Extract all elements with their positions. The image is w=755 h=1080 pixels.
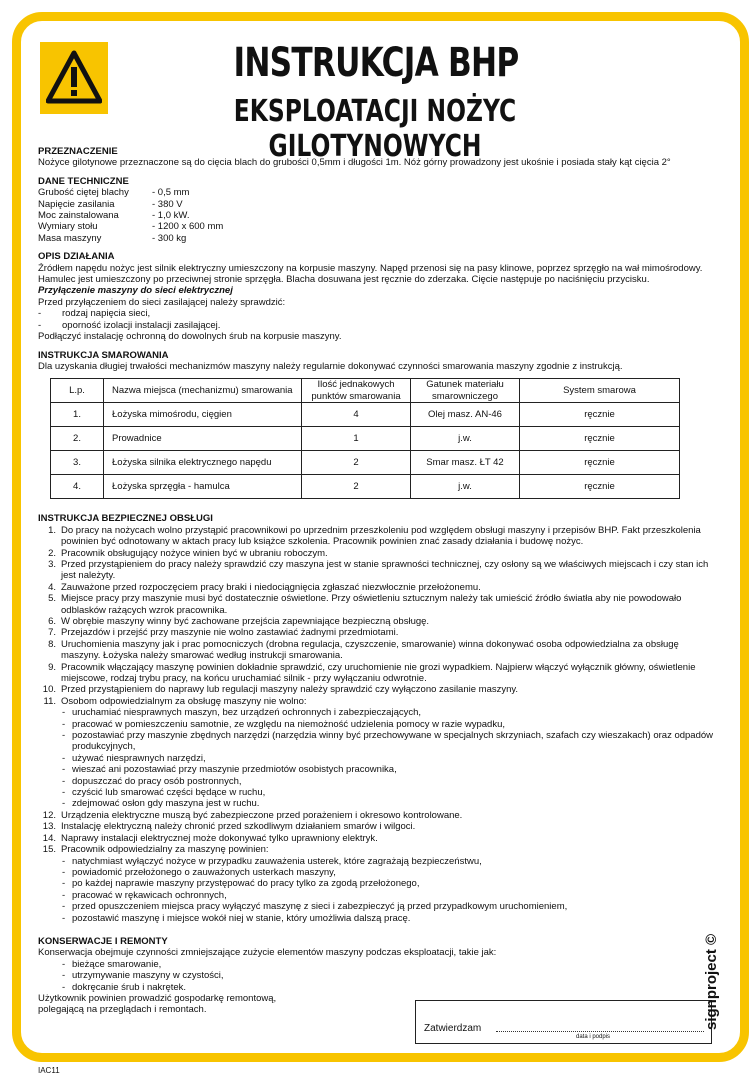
product-code: IAC11	[38, 1066, 60, 1075]
list-item: - powiadomić przełożonego o zauważonych usterkach maszyny,	[62, 866, 336, 878]
list-item: 8. Uruchomienia maszyny jak i prac pomocniczych (drobna regulacja, czyszczenie, smarowanie) winna dokonywać osoba odpowiedzialna za obsługę maszyny. Łożyska należy smarować według instrukcji smarowania.	[48, 638, 679, 662]
spec-row: Moc zainstalowana - 1,0 kW.	[38, 210, 190, 222]
maintenance-outro: polegającą na przeglądach i remontach.	[38, 1004, 207, 1016]
col-header: Nazwa miejsca (mechanizmu) smarowania	[104, 379, 302, 403]
list-item: 3. Przed przystąpieniem do pracy należy sprawdzić czy maszyna jest w stanie sprawności technicznej, czy osłony są we właściwych miejscach i czy stan ich jest należyty.	[48, 558, 709, 582]
list-item: - bieżące smarowanie,	[62, 958, 162, 970]
col-header: L.p.	[51, 379, 104, 403]
list-item: 10. Przed przystąpieniem do naprawy lub regulacji maszyny należy sprawdzić czy wyłączono zasilanie maszyny.	[42, 684, 519, 696]
table-row: 4. Łożyska sprzęgła - hamulca 2 j.w. ręcznie	[51, 475, 680, 499]
list-item: - zdejmować osłon gdy maszyna jest w ruchu.	[62, 798, 260, 810]
list-item: - uruchamiać niesprawnych maszyn, bez urządzeń ochronnych i zabezpieczających,	[62, 707, 422, 719]
approval-label: Zatwierdzam	[424, 1023, 482, 1034]
list-item: 1. Do pracy na nożycach wolno przystąpić pracownikowi po uprzednim przeszkoleniu pod względem obsługi maszyny i przepisów BHP. Fakt przeszkolenia powinien być odnotowany w aktach pracy lub książce szkolenia. Pracownik powinien znać zasady działania i budowę nożyc.	[48, 524, 701, 548]
list-item: - używać niesprawnych narzędzi,	[62, 752, 206, 764]
list-item: 9. Pracownik włączający maszynę powinien dokładnie sprawdzić, czy uruchomienie nie grozi wypadkiem. Najpierw włączyć wyłącznik główny, oświetlenie miejscowe, rodzaj trybu pracy, na końcu uruchamiać silnik - przy wyłączaniu odwrotnie.	[48, 661, 696, 684]
purpose-text: Nożyce gilotynowe przeznaczone są do cięcia blach do grubości 0,5mm i długości 1m. Nóż górny prowadzony jest ukośnie i posiada stały kąt cięcia 2°	[38, 157, 671, 169]
page-subtitle: EKSPLOATACJI NOŻYC GILOTYNOWYCH	[233, 94, 517, 164]
list-item: - pozostawiać przy maszynie zbędnych narzędzi (narzędzia winny być przechowywane w specjalnych skrzyniach, szafach czy wieszakach) oraz odpadów produkcyjnych,	[62, 730, 714, 753]
list-item: - dopuszczać do pracy osób postronnych,	[62, 775, 242, 787]
list-item: - oporność izolacji instalacji zasilającej.	[38, 319, 221, 331]
list-item: - pozostawić maszynę i miejsce wokół niej w stanie, który umożliwia dalszą pracę.	[62, 912, 411, 924]
lubrication-table	[50, 378, 680, 499]
approval-box	[415, 1000, 712, 1044]
safety-list-continued	[38, 810, 716, 856]
spec-row: Grubość ciętej blachy - 0,5 mm	[38, 187, 190, 199]
list-item: 7. Przejazdów i przejść przy maszynie nie wolno zastawiać żadnymi przedmiotami.	[48, 627, 399, 639]
col-header: Gatunek materiału smarowniczego	[411, 379, 520, 403]
list-item: - pracować w rękawicach ochronnych,	[62, 889, 227, 901]
spec-row: Wymiary stołu - 1200 x 600 mm	[38, 221, 224, 233]
safety-list	[38, 525, 716, 708]
table-row: 3. Łożyska silnika elektrycznego napędu 2 Smar masz. ŁT 42 ręcznie	[51, 451, 680, 475]
operation-text: Źródłem napędu nożyc jest silnik elektryczny umieszczony na korpusie maszyny. Napęd przenosi się na pasy klinowe, poprzez sprzęgło na wał mimośrodowy. Hamulec jest umieszczony po przeciwnej stronie sprzęgła. Blacha dosuwana jest ręcznie do zderzaka. Cięcie następuje po naciśnięciu przycisku.	[38, 262, 703, 286]
list-item: - przed opuszczeniem miejsca pracy wyłączyć maszynę z sieci i zabezpieczyć ją przed przypadkowym uruchomieniem,	[62, 901, 568, 913]
list-item: 6. W obrębie maszyny winny być zachowane przejścia zapewniające bezpieczną obsługę.	[48, 615, 430, 627]
list-item: 12. Urządzenia elektryczne muszą być zabezpieczone przed porażeniem i okresowo kontrolowane.	[42, 809, 463, 821]
electrical-intro: Przed przyłączeniem do sieci zasilającej należy sprawdzić:	[38, 296, 286, 308]
list-item: 2. Pracownik obsługujący nożyce winien być w ubraniu roboczym.	[48, 547, 328, 559]
list-item: - pracować w pomieszczeniu samotnie, ze względu na niemożność udzielenia pomocy w razie wypadku,	[62, 718, 505, 730]
maintenance-outro: Użytkownik powinien prowadzić gospodarkę remontową,	[38, 992, 277, 1004]
specs-list	[38, 187, 716, 244]
maintenance-intro: Konserwacja obejmuje czynności zmniejszające zużycie elementów maszyny podczas eksploatacji, takie jak:	[38, 947, 497, 959]
list-item: 4. Zauważone przed rozpoczęciem pracy braki i niedociągnięcia zgłaszać niezwłocznie przełożonemu.	[48, 581, 481, 593]
list-item: 15. Pracownik odpowiedzialny za maszynę powinien:	[42, 844, 269, 856]
electrical-outro: Podłączyć instalację ochronną do dowolnych śrub na korpusie maszyny.	[38, 331, 342, 343]
lubrication-intro: Dla uzyskania długiej trwałości mechanizmów maszyny należy regularnie dokonywać czynności smarowania maszyny zgodnie z instrukcją.	[38, 360, 623, 372]
specs-heading: DANE TECHNICZNE	[38, 175, 129, 187]
approval-sublabel: data i podpis	[576, 1034, 611, 1040]
table-header-row	[51, 379, 680, 403]
list-item: - czyścić lub smarować części będące w ruchu,	[62, 787, 266, 799]
col-header: Ilość jednakowych punktów smarowania	[302, 379, 411, 403]
purpose-heading: PRZEZNACZENIE	[38, 146, 118, 157]
electrical-subheading: Przyłączenie maszyny do sieci elektrycznej	[38, 285, 233, 297]
list-item: - rodzaj napięcia sieci,	[38, 308, 151, 320]
signature-line	[496, 1031, 704, 1032]
spec-row: Masa maszyny - 300 kg	[38, 232, 187, 244]
page-title: INSTRUKCJA BHP	[233, 40, 519, 86]
list-item: - dokręcanie śrub i nakrętek.	[62, 981, 187, 993]
list-item: 14. Naprawy instalacji elektrycznej może dokonywać tylko uprawniony elektryk.	[42, 832, 378, 844]
brand-mark: signproject ©	[703, 933, 720, 1030]
table-row: 2. Prowadnice 1 j.w. ręcznie	[51, 427, 680, 451]
list-item: - utrzymywanie maszyny w czystości,	[62, 970, 224, 982]
list-item: - wieszać ani pozostawiać przy maszynie przedmiotów osobistych pracownika,	[62, 764, 397, 776]
safety-heading: INSTRUKCJA BEZPIECZNEJ OBSŁUGI	[38, 513, 213, 525]
operation-heading: OPIS DZIAŁANIA	[38, 251, 115, 263]
maintenance-list	[38, 959, 716, 993]
forbidden-list	[38, 707, 716, 810]
lubrication-heading: INSTRUKCJA SMAROWANIA	[38, 349, 169, 361]
warning-sign	[40, 42, 108, 114]
duties-list	[38, 856, 716, 924]
col-header: System smarowa	[520, 379, 680, 403]
spec-row: Napięcie zasilania - 380 V	[38, 198, 183, 210]
list-item: - po każdej naprawie maszyny przystępować do pracy tylko za zgodą przełożonego,	[62, 878, 420, 890]
maintenance-heading: KONSERWACJE I REMONTY	[38, 935, 168, 947]
list-item: - natychmiast wyłączyć nożyce w przypadku zauważenia usterek, które zagrażają bezpieczeństwu,	[62, 855, 482, 867]
list-item: 13. Instalację elektryczną należy chronić przed szkodliwym działaniem smarów i wilgoci.	[42, 821, 416, 833]
document-body	[38, 146, 716, 1016]
list-item: 5. Miejsce pracy przy maszynie musi być dostatecznie oświetlone. Przy oświetleniu sztucznym należy tak umieścić źródło światła aby nie powodowało odblasków rażących wzrok pracownika.	[48, 593, 682, 616]
list-item: 11. Osobom odpowiedzialnym za obsługę maszyny nie wolno:	[43, 695, 307, 707]
table-row: 1. Łożyska mimośrodu, cięgien 4 Olej masz. AN-46 ręcznie	[51, 403, 680, 427]
warning-triangle-icon	[46, 50, 102, 104]
